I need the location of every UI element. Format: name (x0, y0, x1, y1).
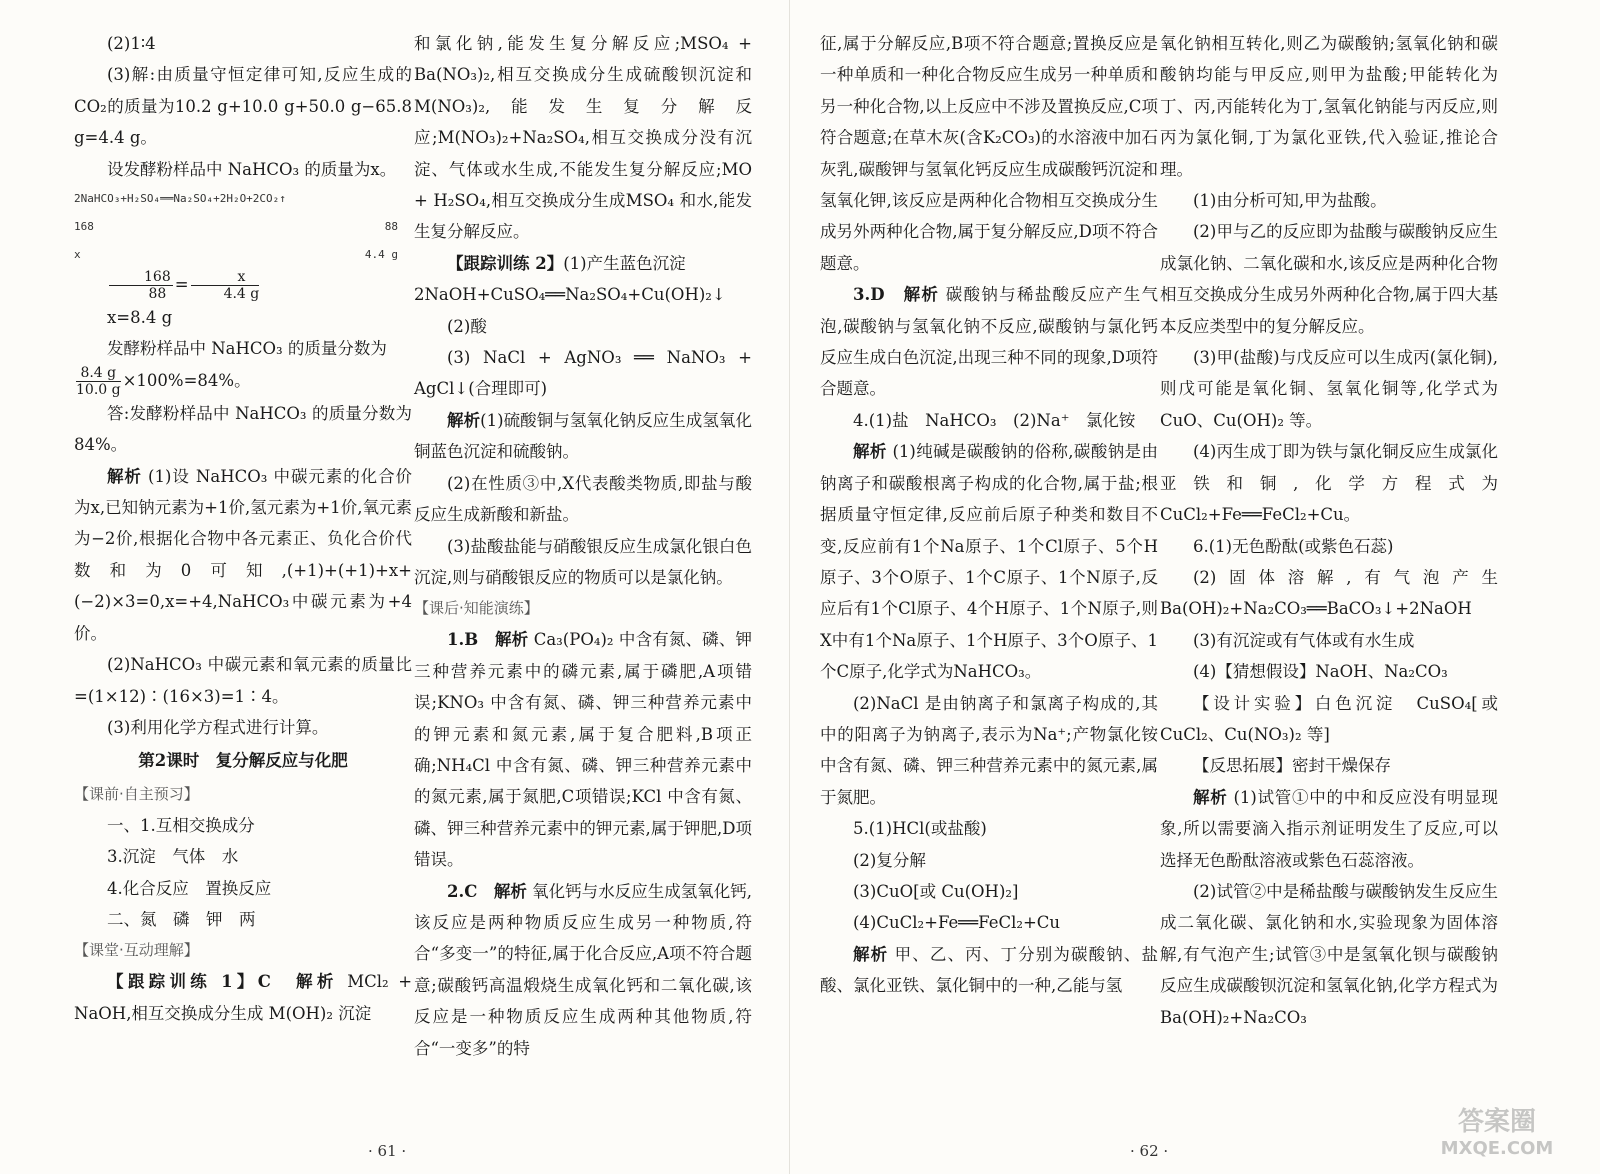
text-line: (2)甲与乙的反应即为盐酸与碳酸钠反应生成氯化钠、二氧化碳和水,该反应是两种化合物相互交换成分生成另外两种化合物,属于四大基本反应类型中的复分解反应。 (1160, 222, 1498, 336)
section-tag: 【课堂·互动理解】 (74, 941, 199, 960)
text-line: 【反思拓展】密封干燥保存 (1193, 756, 1391, 776)
equation-coefficient: 168 (74, 220, 94, 234)
left-page-column-1 (74, 28, 412, 1029)
answer-paragraph: 2.C 解析 氧化钙与水反应生成氢氧化钙,该反应是两种物质反应生成另一种物质,符合“多变一”的特征,属于化合反应,A项不符合题意;碳酸钙高温煅烧生成氧化钙和二氧化碳,该反应是一种物质反应生成两种其他物质,符合“一变多”的特 (414, 881, 753, 1058)
proportion-line: $\frac{168}{88}$ = $\frac{x}{4.4 g}$ (74, 269, 412, 302)
left-page (0, 0, 790, 1174)
text-line: (1)由分析可知,甲为盐酸。 (1193, 191, 1387, 211)
text-line: 【设计实验】白色沉淀 CuSO₄[或CuCl₂、Cu(NO₃)₂ 等] (1160, 693, 1498, 744)
fraction: $\frac{8.4 g}{10.0 g}$ (76, 364, 121, 398)
text-line: (3)利用化学方程式进行计算。 (107, 717, 329, 737)
equation-unknown: x (74, 248, 81, 262)
text-line: (2)试管②中是稀盐酸与碳酸钠发生反应生成二氧化碳、氯化钠和水,实验现象为固体溶解,有气泡产生;试管③中是氢氧化钡与碳酸钠反应生成碳酸钡沉淀和氢氧化钠,化学方程式为 Ba(OH)₂+Na₂CO₃ (1160, 881, 1498, 1027)
watermark-brand: 答案圈 (1457, 1107, 1537, 1137)
page-number: · 62 · (1130, 1142, 1169, 1160)
text-line: 和氯化钠,能发生复分解反应;MSO₄ + Ba(NO₃)₂,相互交换成分生成硫酸钡沉淀和 M(NO₃)₂,能发生复分解反应;M(NO₃)₂+Na₂SO₄,相互交换成分没有沉淀、气体或水生成,不能发生复分解反应;MO + H₂SO₄,相互交换成分生成MSO₄ 和水,能发生复分解反应。 (414, 34, 752, 242)
text-line: (2)酸 (447, 316, 487, 336)
text-line: (2)在性质③中,X代表酸类物质,即盐与酸反应生成新酸和新盐。 (414, 473, 752, 525)
analysis-paragraph: 解析 甲、乙、丙、丁分别为碳酸钠、盐酸、氯化亚铁、氯化铜中的一种,乙能与氢 (820, 944, 1159, 996)
equation-coefficient: 88 (384, 220, 398, 234)
right-page-column-1 (820, 28, 1158, 1002)
text-line: 征,属于分解反应,B项不符合题意;置换反应是一种单质和一种化合物反应生成另一种单质和另一种化合物,以上反应中不涉及置换反应,C项符合题意;在草木灰(含K₂CO₃)的水溶液中加石灰乳,碳酸钾与氢氧化钙反应生成碳酸钙沉淀和氢氧化钾,该反应是两种化合物相互交换成分生成另外两种化合物,属于复分解反应,D项不符合题意。 (820, 34, 1158, 273)
text-line: 5.(1)HCl(或盐酸) (853, 819, 987, 839)
chemical-equation: 2NaOH+CuSO₄══Na₂SO₄+Cu(OH)₂↓ (414, 285, 726, 305)
text-line: 氧化钠相互转化,则乙为碳酸钠;氢氧化钠和碳酸钠均能与甲反应,则甲为盐酸;甲能转化为丁、丙,丙能转化为丁,氢氧化钠能与丙反应,则丙为氯化铜,丁为氯化亚铁,代入验证,推论合理。 (1160, 34, 1498, 179)
equation-value: 4.4 g (364, 248, 398, 262)
text-line: 3.沉淀 气体 水 (107, 847, 239, 867)
text-line: (2)1∶4 (107, 34, 156, 53)
right-page-column-2 (1160, 28, 1515, 1033)
answer-paragraph: 1.B 解析 Ca₃(PO₄)₂ 中含有氮、磷、钾三种营养元素中的磷元素,属于磷肥,A项错误;KNO₃ 中含有氮、磷、钾三种营养元素中的钾元素和氮元素,属于复合肥料,B项正确;NH₄Cl 中含有氮、磷、钾三种营养元素中的氮元素,属于氮肥,C项错误;KCl 中含有氮、磷、钾三种营养元素中的钾元素,属于钾肥,D项错误。 (414, 630, 752, 870)
text-line: (3)有沉淀或有气体或有水生成 (1193, 630, 1415, 650)
text-line: (3) NaCl + AgNO₃ ══ NaNO₃ + AgCl↓(合理即可) (414, 348, 752, 399)
equation-ratio-row (74, 213, 412, 241)
watermark-logo (1422, 1100, 1572, 1162)
text-line: (3)盐酸盐能与硝酸银反应生成氯化银白色沉淀,则与硝酸银反应的物质可以是氯化钠。 (414, 536, 752, 587)
left-page-column-2 (414, 28, 752, 1064)
text-line: 设发酵粉样品中 NaHCO₃ 的质量为x。 (107, 159, 397, 179)
analysis-paragraph: 解析 (1)纯碱是碳酸钠的俗称,碳酸钠是由钠离子和碳酸根离子构成的化合物,属于盐;根据质量守恒定律,反应前后原子种类和数目不变,反应前有1个Na原子、1个Cl原子、5个H原子、3个O原子、1个C原子、1个N原子,反应后有1个Cl原子、4个H原子、1个N原子,则X中有1个Na原子、1个H原子、3个O原子、1个C原子,化学式为NaHCO₃。 (820, 442, 1159, 682)
right-page (800, 0, 1590, 1174)
text-line: (3)解:由质量守恒定律可知,反应生成的CO₂的质量为10.2 g+10.0 g+50.0 g−65.8 g=4.4 g。 (74, 65, 412, 148)
text-line: 答:发酵粉样品中 NaHCO₃ 的质量分数为84%。 (74, 403, 412, 455)
equation-ratio-row (74, 241, 412, 269)
text-line: (2)NaHCO₃ 中碳元素和氧元素的质量比=(1×12)∶(16×3)=1∶4。 (74, 655, 412, 706)
answer-paragraph: 3.D 解析 碳酸钠与稀盐酸反应产生气泡,碳酸钠与氢氧化钠不反应,碳酸钠与氯化钙反应生成白色沉淀,出现三种不同的现象,D项符合题意。 (820, 285, 1159, 399)
text-line: 4.(1)盐 NaHCO₃ (2)Na⁺ 氯化铵 (853, 410, 1136, 430)
percentage-line: $\frac{8.4 g}{10.0 g}$ ×100%=84%。 (76, 364, 251, 398)
fraction: $\frac{168}{88}$ (109, 269, 173, 302)
text-line: x=8.4 g (107, 308, 173, 328)
text-line: (4)【猜想假设】NaOH、Na₂CO₃ (1193, 662, 1448, 682)
analysis-paragraph: 解析(1)硫酸铜与氢氧化钠反应生成氢氧化铜蓝色沉淀和硫酸钠。 (414, 410, 753, 462)
exercise-paragraph: 【跟踪训练 1】C 解析 MCl₂ + NaOH,相互交换成分生成 M(OH)₂ 沉淀 (74, 972, 413, 1023)
text-line: 一、1.互相交换成分 (107, 815, 255, 835)
text-line: 6.(1)无色酚酞(或紫色石蕊) (1193, 536, 1394, 556)
fraction: $\frac{x}{4.4 g}$ (191, 269, 260, 302)
text-line: (3)甲(盐酸)与戊反应可以生成丙(氯化铜),则戊可能是氧化铜、氢氧化铜等,化学式为CuO、Cu(OH)₂ 等。 (1160, 348, 1498, 430)
watermark-domain: MXQE.COM (1440, 1138, 1554, 1159)
text-line: 发酵粉样品中 NaHCO₃ 的质量分数为 (107, 339, 387, 359)
chemical-equation: 2NaHCO₃+H₂SO₄══Na₂SO₄+2H₂O+2CO₂↑ (74, 192, 286, 206)
lesson-title: 第2课时 复分解反应与化肥 (138, 751, 348, 771)
text-line: (2)NaCl 是由钠离子和氯离子构成的,其中的阳离子为钠离子,表示为Na⁺;产物氯化铵中含有氮、磷、钾三种营养元素中的氮元素,属于氮肥。 (820, 693, 1158, 807)
section-tag: 【课后·知能演练】 (414, 599, 539, 618)
text-line: (2)复分解 (853, 850, 926, 870)
page-number: · 61 · (368, 1142, 407, 1160)
text-line: (4)丙生成丁即为铁与氯化铜反应生成氯化亚铁和铜,化学方程式为 CuCl₂+Fe══FeCl₂+Cu。 (1160, 442, 1498, 525)
text-line: 二、氮 磷 钾 两 (107, 909, 256, 929)
text-line: 4.化合反应 置换反应 (107, 878, 272, 898)
exercise-paragraph: 【跟踪训练 2】(1)产生蓝色沉淀 (447, 253, 686, 273)
text-line: (2)固体溶解,有气泡产生 Ba(OH)₂+Na₂CO₃══BaCO₃↓+2NaOH (1160, 567, 1515, 619)
text-line: (4)CuCl₂+Fe══FeCl₂+Cu (853, 913, 1061, 933)
text-line: (3)CuO[或 Cu(OH)₂] (853, 881, 1019, 901)
analysis-paragraph: 解析 (1)设 NaHCO₃ 中碳元素的化合价为x,已知钠元素为+1价,氢元素为+1价,氧元素为−2价,根据化合物中各元素正、负化合价代数和为0可知,(+1)+(+1)+x+(−2)×3=0,x=+4,NaHCO₃中碳元素为+4价。 (74, 466, 413, 643)
section-tag: 【课前·自主预习】 (74, 784, 199, 803)
analysis-paragraph: 解析 (1)试管①中的中和反应没有明显现象,所以需要滴入指示剂证明发生了反应,可以选择无色酚酞溶液或紫色石蕊溶液。 (1160, 787, 1499, 870)
